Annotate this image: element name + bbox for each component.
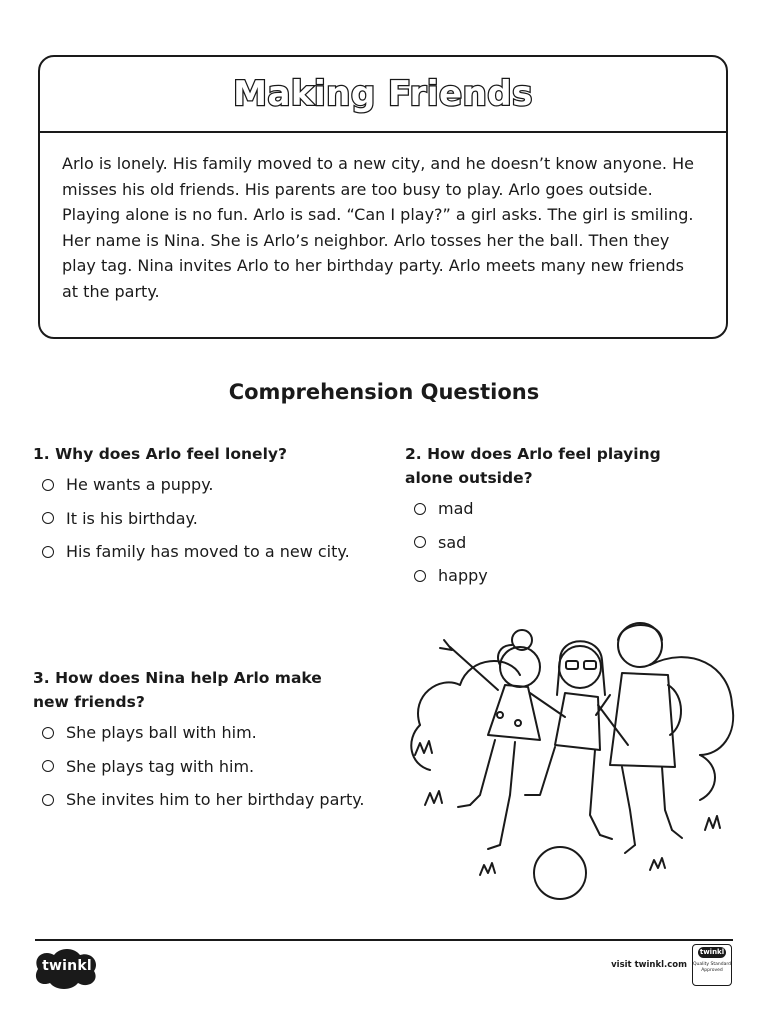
option-label: His family has moved to a new city.: [66, 542, 350, 562]
option-label: mad: [438, 499, 474, 519]
answer-option[interactable]: [33, 468, 393, 502]
question-3: [33, 666, 393, 817]
logo-text: twinkl: [42, 958, 92, 974]
answer-option[interactable]: [33, 783, 393, 817]
radio-circle-icon[interactable]: [414, 503, 426, 515]
answer-option[interactable]: [33, 502, 393, 536]
title-bar: [40, 57, 726, 133]
visit-link[interactable]: visit twinkl.com: [611, 960, 687, 970]
answer-option[interactable]: [33, 716, 393, 750]
answer-option[interactable]: [33, 535, 393, 569]
story-box: [38, 55, 728, 339]
radio-circle-icon[interactable]: [42, 512, 54, 524]
quality-badge: [692, 944, 732, 986]
answer-option[interactable]: [405, 492, 705, 526]
radio-circle-icon[interactable]: [414, 536, 426, 548]
question-text: 1. Why does Arlo feel lonely?: [33, 445, 287, 463]
option-label: She invites him to her birthday party.: [66, 790, 365, 810]
page-title: Making Friends: [233, 74, 533, 114]
footer-divider: [35, 939, 733, 941]
option-label: It is his birthday.: [66, 508, 198, 528]
answer-option[interactable]: [405, 526, 705, 560]
radio-circle-icon[interactable]: [42, 760, 54, 772]
radio-circle-icon[interactable]: [414, 570, 426, 582]
answer-option[interactable]: [33, 750, 393, 784]
question-text: 3. How does Nina help Arlo make new friends?: [33, 669, 322, 711]
option-label: She plays tag with him.: [66, 756, 255, 776]
option-label: He wants a puppy.: [66, 475, 214, 495]
radio-circle-icon[interactable]: [42, 479, 54, 491]
answer-option[interactable]: [405, 559, 705, 593]
radio-circle-icon[interactable]: [42, 727, 54, 739]
radio-circle-icon[interactable]: [42, 794, 54, 806]
badge-brand: twinkl: [699, 948, 725, 956]
children-playing-illustration: [400, 605, 740, 905]
badge-label: Quality Standard Approved: [693, 962, 731, 973]
radio-circle-icon[interactable]: [42, 546, 54, 558]
option-label: sad: [438, 532, 467, 552]
section-heading: Comprehension Questions: [228, 380, 540, 404]
option-label: happy: [438, 566, 488, 586]
option-label: She plays ball with him.: [66, 723, 257, 743]
question-2: [405, 442, 705, 593]
story-text: Arlo is lonely. His family moved to a new city, and he doesn’t know anyone. He misses his old friends. His parents are too busy to play. Arlo goes outside. Playing alone is no fun. Arlo is sad. “Can I play?” a girl asks. The girl is smiling. Her name is Nina. She is Arlo’s neighbor. Arlo tosses her the ball. Then they play tag. Nina invites Arlo to her birthday party. Arlo meets many new friends at the party.: [62, 154, 694, 301]
question-text: 2. How does Arlo feel playing alone outside?: [405, 445, 661, 487]
question-1: [33, 442, 393, 569]
